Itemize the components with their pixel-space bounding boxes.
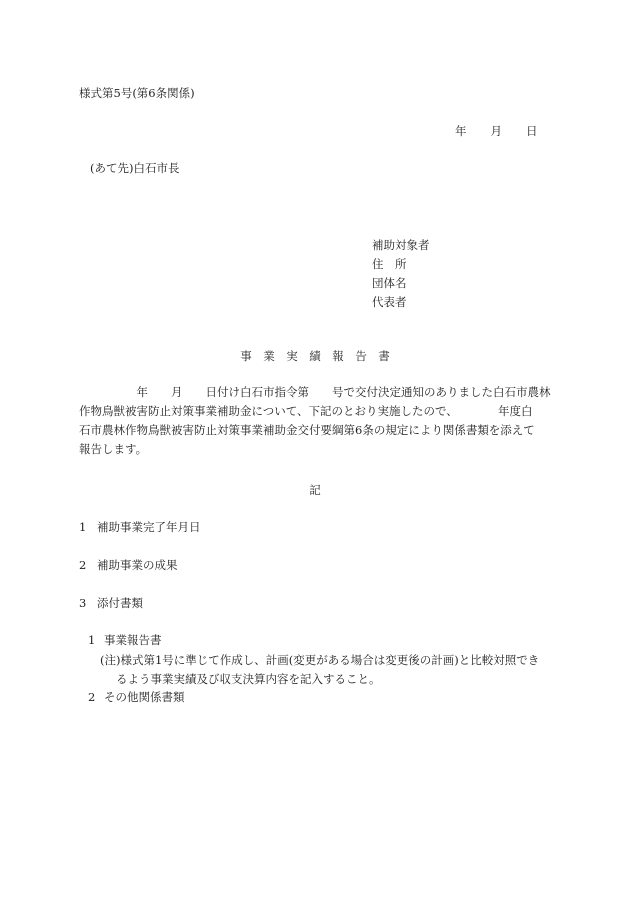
date-day-label: 日 xyxy=(526,124,538,138)
note-line: (注)様式第1号に準じて作成し、計画(変更がある場合は変更後の計画)と比較対照でき xyxy=(100,653,540,667)
item-text: 補助事業完了年月日 xyxy=(97,520,201,534)
applicant-address-label: 住 所 xyxy=(372,257,407,271)
sub-item-text: 事業報告書 xyxy=(104,633,162,647)
item-number: 2 xyxy=(79,558,87,572)
applicant-label: 補助対象者 xyxy=(372,238,430,252)
body-line: 石市農林作物鳥獣被害防止対策事業補助金交付要綱第6条の規定により関係書類を添えて xyxy=(79,423,535,437)
addressee: (あて先)白石市長 xyxy=(90,161,180,175)
date-month-label: 月 xyxy=(490,124,502,138)
body-line: 作物鳥獣被害防止対策事業補助金について、下記のとおり実施したので、 年度白 xyxy=(79,404,533,418)
document-title: 事 業 実 績 報 告 書 xyxy=(240,349,390,363)
attachment-other-documents xyxy=(88,689,185,705)
sub-item-number: 2 xyxy=(88,690,96,704)
body-line: 年 月 日付け白石市指令第 号で交付決定通知のありました白石市農林 xyxy=(79,385,551,399)
applicant-organization-label: 団体名 xyxy=(372,276,407,290)
body-line: 報告します。 xyxy=(79,442,148,456)
item-attachments xyxy=(79,595,143,611)
item-number: 3 xyxy=(79,596,87,610)
item-results xyxy=(79,557,178,573)
item-text: 補助事業の成果 xyxy=(97,558,178,572)
note-line: るよう事業実績及び収支決算内容を記入すること。 xyxy=(116,672,381,686)
sub-item-text: その他関係書類 xyxy=(104,690,185,704)
applicant-representative-label: 代表者 xyxy=(372,295,407,309)
form-number: 様式第5号(第6条関係) xyxy=(79,86,195,100)
ki-heading: 記 xyxy=(309,483,321,497)
attachment-business-report xyxy=(88,632,162,648)
date-line xyxy=(455,123,538,139)
body-text xyxy=(79,383,551,459)
item-completion-date xyxy=(79,519,201,535)
item-text: 添付書類 xyxy=(97,596,143,610)
attachment-note xyxy=(100,651,539,689)
sub-item-number: 1 xyxy=(88,633,96,647)
applicant-block xyxy=(372,236,430,312)
item-number: 1 xyxy=(79,520,87,534)
date-year-label: 年 xyxy=(455,124,467,138)
